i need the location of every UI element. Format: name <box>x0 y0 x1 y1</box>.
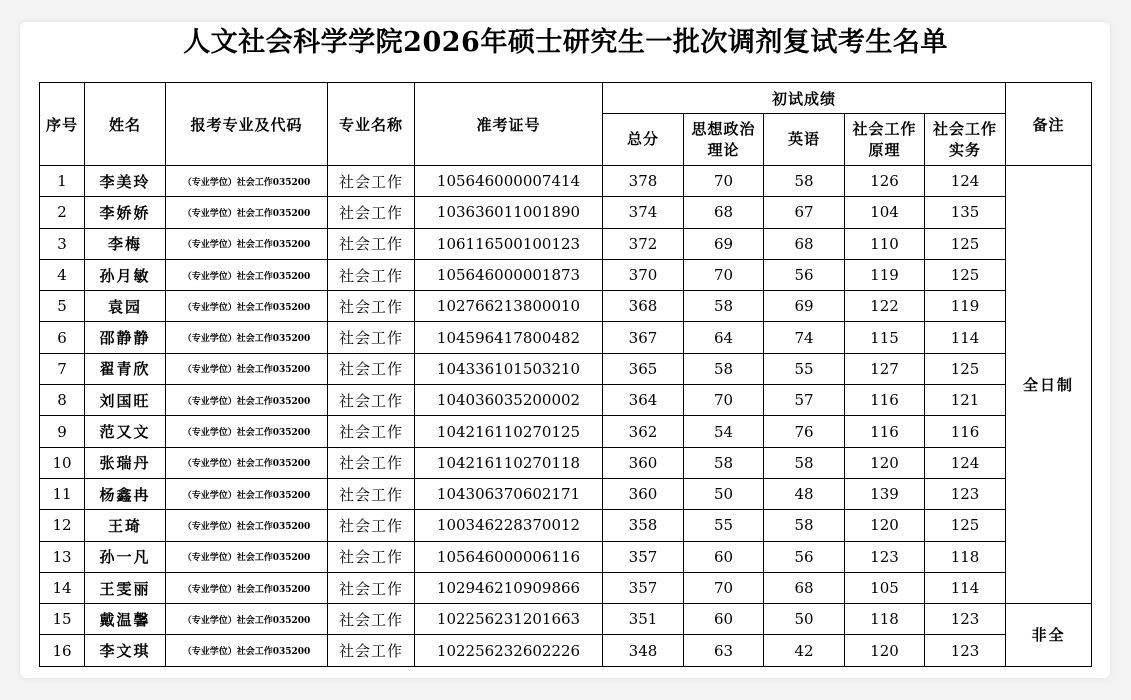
cell-name: 杨鑫冉 <box>85 478 166 509</box>
table-row <box>40 604 1092 635</box>
cell-seq: 16 <box>40 635 85 666</box>
cell-major-code: （专业学位）社会工作035200 <box>166 510 328 541</box>
cell-sw-principles: 116 <box>845 385 925 416</box>
cell-remark-part-time: 非全 <box>1006 604 1092 667</box>
cell-major-name: 社会工作 <box>328 385 415 416</box>
header-major-code: 报考专业及代码 <box>166 83 328 166</box>
cell-major-name: 社会工作 <box>328 510 415 541</box>
cell-major-name: 社会工作 <box>328 291 415 322</box>
cell-seq: 15 <box>40 604 85 635</box>
cell-exam-id: 102946210909866 <box>415 572 603 603</box>
cell-sw-principles: 122 <box>845 291 925 322</box>
cell-exam-id: 100346228370012 <box>415 510 603 541</box>
cell-major-code: （专业学位）社会工作035200 <box>166 385 328 416</box>
cell-english: 68 <box>764 572 845 603</box>
cell-sw-principles: 104 <box>845 197 925 228</box>
header-prelim-scores: 初试成绩 <box>603 83 1006 114</box>
cell-major-name: 社会工作 <box>328 353 415 384</box>
cell-name: 范又文 <box>85 416 166 447</box>
cell-remark-full-time: 全日制 <box>1006 166 1092 604</box>
header-seq: 序号 <box>40 83 85 166</box>
cell-exam-id: 102256231201663 <box>415 604 603 635</box>
cell-seq: 4 <box>40 259 85 290</box>
cell-seq: 11 <box>40 478 85 509</box>
cell-major-name: 社会工作 <box>328 259 415 290</box>
cell-english: 58 <box>764 447 845 478</box>
cell-seq: 9 <box>40 416 85 447</box>
cell-politics: 54 <box>684 416 764 447</box>
cell-major-name: 社会工作 <box>328 166 415 197</box>
cell-sw-principles: 119 <box>845 259 925 290</box>
cell-english: 69 <box>764 291 845 322</box>
cell-exam-id: 105646000006116 <box>415 541 603 572</box>
cell-name: 王雯丽 <box>85 572 166 603</box>
cell-sw-practice: 114 <box>925 572 1006 603</box>
cell-total: 368 <box>603 291 684 322</box>
cell-sw-principles: 120 <box>845 510 925 541</box>
cell-politics: 70 <box>684 259 764 290</box>
table-row <box>40 166 1092 197</box>
cell-sw-practice: 125 <box>925 259 1006 290</box>
cell-sw-principles: 120 <box>845 635 925 666</box>
header-sw-principles: 社会工作原理 <box>845 114 925 166</box>
cell-major-name: 社会工作 <box>328 322 415 353</box>
table-body <box>40 166 1092 667</box>
cell-total: 364 <box>603 385 684 416</box>
table-row <box>40 541 1092 572</box>
header-total: 总分 <box>603 114 684 166</box>
cell-english: 42 <box>764 635 845 666</box>
cell-name: 李美玲 <box>85 166 166 197</box>
cell-politics: 68 <box>684 197 764 228</box>
cell-sw-principles: 123 <box>845 541 925 572</box>
table-row <box>40 197 1092 228</box>
cell-exam-id: 102766213800010 <box>415 291 603 322</box>
table-row <box>40 322 1092 353</box>
table-row <box>40 228 1092 259</box>
cell-exam-id: 103636011001890 <box>415 197 603 228</box>
cell-english: 56 <box>764 259 845 290</box>
cell-seq: 6 <box>40 322 85 353</box>
cell-english: 58 <box>764 510 845 541</box>
cell-sw-principles: 116 <box>845 416 925 447</box>
document-title: 人文社会科学学院2026年硕士研究生一批次调剂复试考生名单 <box>183 27 948 58</box>
cell-major-name: 社会工作 <box>328 447 415 478</box>
table-row <box>40 385 1092 416</box>
cell-politics: 70 <box>684 572 764 603</box>
header-politics: 思想政治理论 <box>684 114 764 166</box>
cell-name: 刘国旺 <box>85 385 166 416</box>
cell-sw-practice: 125 <box>925 228 1006 259</box>
table-row <box>40 478 1092 509</box>
cell-name: 孙一凡 <box>85 541 166 572</box>
cell-exam-id: 104216110270118 <box>415 447 603 478</box>
cell-politics: 63 <box>684 635 764 666</box>
cell-major-code: （专业学位）社会工作035200 <box>166 572 328 603</box>
cell-english: 48 <box>764 478 845 509</box>
cell-total: 357 <box>603 572 684 603</box>
applicant-table <box>39 82 1092 667</box>
cell-seq: 12 <box>40 510 85 541</box>
cell-major-code: （专业学位）社会工作035200 <box>166 259 328 290</box>
cell-seq: 10 <box>40 447 85 478</box>
table-row <box>40 291 1092 322</box>
cell-sw-practice: 118 <box>925 541 1006 572</box>
cell-major-name: 社会工作 <box>328 541 415 572</box>
cell-name: 王琦 <box>85 510 166 541</box>
cell-politics: 58 <box>684 291 764 322</box>
cell-politics: 69 <box>684 228 764 259</box>
cell-major-code: （专业学位）社会工作035200 <box>166 291 328 322</box>
cell-major-code: （专业学位）社会工作035200 <box>166 197 328 228</box>
cell-major-code: （专业学位）社会工作035200 <box>166 416 328 447</box>
cell-sw-practice: 123 <box>925 604 1006 635</box>
cell-politics: 60 <box>684 604 764 635</box>
cell-sw-practice: 125 <box>925 510 1006 541</box>
cell-major-name: 社会工作 <box>328 604 415 635</box>
cell-english: 57 <box>764 385 845 416</box>
header-sw-practice: 社会工作实务 <box>925 114 1006 166</box>
cell-politics: 55 <box>684 510 764 541</box>
cell-exam-id: 105646000001873 <box>415 259 603 290</box>
cell-english: 50 <box>764 604 845 635</box>
header-english: 英语 <box>764 114 845 166</box>
cell-major-name: 社会工作 <box>328 228 415 259</box>
cell-total: 372 <box>603 228 684 259</box>
cell-politics: 58 <box>684 447 764 478</box>
cell-major-name: 社会工作 <box>328 572 415 603</box>
table-row <box>40 635 1092 666</box>
cell-sw-practice: 123 <box>925 478 1006 509</box>
cell-major-code: （专业学位）社会工作035200 <box>166 228 328 259</box>
cell-total: 360 <box>603 478 684 509</box>
cell-name: 李文琪 <box>85 635 166 666</box>
cell-exam-id: 104036035200002 <box>415 385 603 416</box>
cell-sw-principles: 126 <box>845 166 925 197</box>
cell-major-code: （专业学位）社会工作035200 <box>166 166 328 197</box>
cell-name: 张瑞丹 <box>85 447 166 478</box>
header-major-name: 专业名称 <box>328 83 415 166</box>
cell-total: 367 <box>603 322 684 353</box>
cell-seq: 3 <box>40 228 85 259</box>
cell-exam-id: 104216110270125 <box>415 416 603 447</box>
cell-total: 351 <box>603 604 684 635</box>
cell-politics: 64 <box>684 322 764 353</box>
cell-sw-principles: 115 <box>845 322 925 353</box>
cell-total: 357 <box>603 541 684 572</box>
cell-exam-id: 105646000007414 <box>415 166 603 197</box>
cell-major-name: 社会工作 <box>328 197 415 228</box>
cell-sw-practice: 114 <box>925 322 1006 353</box>
cell-english: 74 <box>764 322 845 353</box>
cell-total: 378 <box>603 166 684 197</box>
cell-sw-principles: 110 <box>845 228 925 259</box>
cell-major-code: （专业学位）社会工作035200 <box>166 478 328 509</box>
header-exam-id: 准考证号 <box>415 83 603 166</box>
cell-politics: 60 <box>684 541 764 572</box>
cell-name: 孙月敏 <box>85 259 166 290</box>
cell-sw-practice: 125 <box>925 353 1006 384</box>
cell-seq: 14 <box>40 572 85 603</box>
cell-exam-id: 104596417800482 <box>415 322 603 353</box>
cell-sw-principles: 120 <box>845 447 925 478</box>
cell-seq: 1 <box>40 166 85 197</box>
cell-major-name: 社会工作 <box>328 478 415 509</box>
cell-name: 李梅 <box>85 228 166 259</box>
cell-major-name: 社会工作 <box>328 635 415 666</box>
cell-sw-practice: 123 <box>925 635 1006 666</box>
cell-english: 58 <box>764 166 845 197</box>
cell-major-name: 社会工作 <box>328 416 415 447</box>
cell-seq: 2 <box>40 197 85 228</box>
cell-seq: 5 <box>40 291 85 322</box>
table-row <box>40 416 1092 447</box>
cell-major-code: （专业学位）社会工作035200 <box>166 604 328 635</box>
header-remark: 备注 <box>1006 83 1092 166</box>
cell-exam-id: 106116500100123 <box>415 228 603 259</box>
cell-total: 374 <box>603 197 684 228</box>
cell-english: 67 <box>764 197 845 228</box>
cell-name: 邵静静 <box>85 322 166 353</box>
cell-major-code: （专业学位）社会工作035200 <box>166 353 328 384</box>
table-row <box>40 447 1092 478</box>
cell-sw-practice: 119 <box>925 291 1006 322</box>
cell-major-code: （专业学位）社会工作035200 <box>166 322 328 353</box>
cell-seq: 7 <box>40 353 85 384</box>
cell-sw-principles: 118 <box>845 604 925 635</box>
cell-sw-principles: 127 <box>845 353 925 384</box>
table-row <box>40 259 1092 290</box>
header-name: 姓名 <box>85 83 166 166</box>
cell-sw-principles: 139 <box>845 478 925 509</box>
cell-politics: 58 <box>684 353 764 384</box>
table-row <box>40 353 1092 384</box>
cell-english: 55 <box>764 353 845 384</box>
cell-sw-practice: 124 <box>925 166 1006 197</box>
cell-name: 翟青欣 <box>85 353 166 384</box>
cell-politics: 50 <box>684 478 764 509</box>
table-row <box>40 572 1092 603</box>
cell-major-code: （专业学位）社会工作035200 <box>166 541 328 572</box>
cell-english: 68 <box>764 228 845 259</box>
cell-sw-practice: 124 <box>925 447 1006 478</box>
cell-sw-practice: 121 <box>925 385 1006 416</box>
cell-exam-id: 104306370602171 <box>415 478 603 509</box>
cell-total: 370 <box>603 259 684 290</box>
cell-english: 56 <box>764 541 845 572</box>
cell-name: 戴温馨 <box>85 604 166 635</box>
cell-total: 358 <box>603 510 684 541</box>
cell-total: 362 <box>603 416 684 447</box>
cell-sw-principles: 105 <box>845 572 925 603</box>
cell-english: 76 <box>764 416 845 447</box>
cell-major-code: （专业学位）社会工作035200 <box>166 447 328 478</box>
cell-exam-id: 102256232602226 <box>415 635 603 666</box>
table-row <box>40 510 1092 541</box>
cell-total: 360 <box>603 447 684 478</box>
cell-total: 365 <box>603 353 684 384</box>
cell-major-code: （专业学位）社会工作035200 <box>166 635 328 666</box>
cell-name: 袁园 <box>85 291 166 322</box>
cell-name: 李娇娇 <box>85 197 166 228</box>
cell-sw-practice: 116 <box>925 416 1006 447</box>
cell-exam-id: 104336101503210 <box>415 353 603 384</box>
cell-seq: 8 <box>40 385 85 416</box>
cell-total: 348 <box>603 635 684 666</box>
cell-politics: 70 <box>684 385 764 416</box>
cell-seq: 13 <box>40 541 85 572</box>
cell-politics: 70 <box>684 166 764 197</box>
cell-sw-practice: 135 <box>925 197 1006 228</box>
